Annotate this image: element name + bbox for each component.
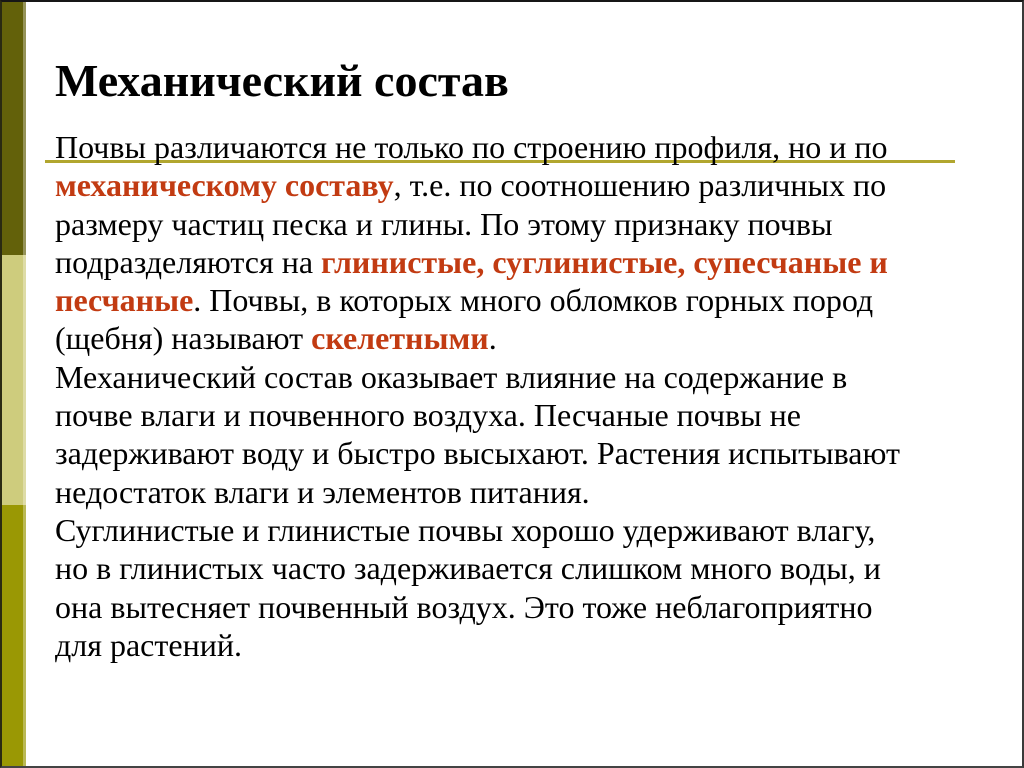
body-line [55,319,971,357]
emphasis-term: глинистые, суглинистые, супесчаные и [321,243,888,280]
body-line [55,205,971,243]
body-line [55,243,971,281]
body-run: для растений. [55,626,242,663]
body-run: . [488,320,497,357]
body-run: , т.е. по соотношению различных по [393,167,887,204]
body-line [55,588,971,626]
body-line [55,396,971,434]
body-text [55,128,971,664]
accent-bar-segment-middle [2,255,26,505]
body-line [55,358,971,396]
emphasis-term: скелетными [311,320,489,357]
body-run: почве влаги и почвенного воздуха. Песчаные почвы не [55,397,801,434]
body-line [55,549,971,587]
body-run: подразделяются на [55,243,322,280]
body-run: Почвы различаются не только по строению профиля, но и по [55,129,888,165]
body-run: Суглинистые и глинистые почвы хорошо удерживают влагу, [55,511,876,548]
body-run: но в глинистых часто задерживается слишком много воды, и [55,550,881,587]
accent-bar-segment-bottom [2,505,26,766]
body-run: размеру частиц песка и глины. По этому признаку почвы [55,205,833,242]
emphasis-term: песчаные [55,282,194,319]
body-run: она вытесняет почвенный воздух. Это тоже неблагоприятно [55,588,873,625]
left-accent-bar [2,2,26,766]
page-title: Механический состав [55,55,509,106]
emphasis-term: механическому составу [55,167,394,204]
body-run: Механический состав оказывает влияние на содержание в [55,358,848,395]
body-run: (щебня) называют [55,320,312,357]
body-line [55,434,971,472]
body-line [55,473,971,511]
body-run: недостаток влаги и элементов питания. [55,473,590,510]
body-line [55,511,971,549]
body-run: . Почвы, в которых много обломков горных пород [193,282,874,319]
accent-bar-segment-top [2,2,26,255]
body-run: задерживают воду и быстро высыхают. Растения испытывают [55,435,900,472]
body-line [55,128,971,166]
body-line [55,281,971,319]
body-line [55,166,971,204]
body-line [55,626,971,664]
